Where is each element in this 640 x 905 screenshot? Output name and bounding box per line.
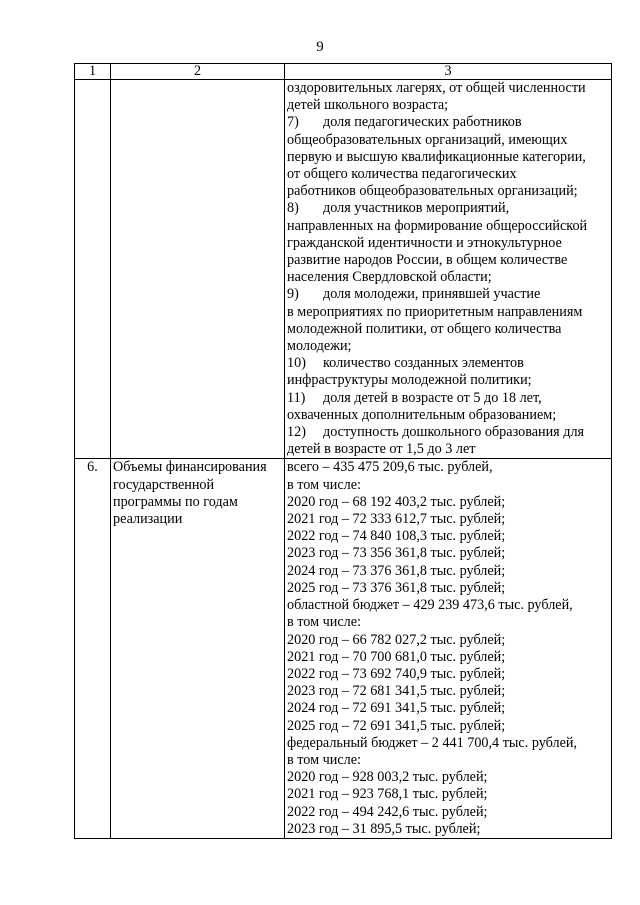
indicator-text: молодежи; (287, 338, 352, 355)
financing-line: федеральный бюджет – 2 441 700,4 тыс. рублей, (287, 734, 578, 751)
indicator-line (287, 269, 609, 286)
indicator-text: работников общеобразовательных организаций; (287, 183, 578, 200)
indicator-text: развитие народов России, в общем количестве (287, 252, 568, 269)
indicator-text: оздоровительных лагерях, от общей численности (287, 80, 586, 96)
indicator-line (287, 166, 609, 183)
indicator-line (287, 321, 609, 338)
financing-line: 2023 год – 72 681 341,5 тыс. рублей; (287, 683, 506, 700)
financing-line: 2022 год – 73 692 740,9 тыс. рублей; (287, 665, 506, 682)
financing-line: 2020 год – 928 003,2 тыс. рублей; (287, 769, 488, 786)
indicator-text: молодежной политики, от общего количества (287, 320, 562, 337)
financing-line: в том числе: (287, 476, 361, 493)
indicator-line (287, 338, 609, 355)
indicator-number: 9) (287, 286, 299, 303)
indicator-number: 12) (287, 424, 306, 441)
column-header-1: 1 (75, 64, 111, 80)
indicator-line (287, 441, 609, 458)
indicator-text: гражданской идентичности и этнокультурное (287, 234, 562, 251)
indicator-line (287, 183, 609, 200)
financing-line: 2024 год – 72 691 341,5 тыс. рублей; (287, 700, 506, 717)
indicator-number: 7) (287, 114, 299, 131)
indicator-text: от общего количества педагогических (287, 166, 517, 183)
indicator-line (287, 390, 609, 407)
row-number-cell (75, 80, 111, 459)
indicator-number: 11) (287, 389, 306, 406)
indicator-text: в мероприятиях по приоритетным направлениям (287, 303, 583, 320)
financing-line: 2022 год – 74 840 108,3 тыс. рублей; (287, 528, 506, 545)
indicator-line (287, 132, 609, 149)
indicator-line (287, 355, 609, 372)
financing-line: 2022 год – 494 242,6 тыс. рублей; (287, 803, 488, 820)
row-name-line: программы по годам (113, 493, 238, 510)
program-passport-table (74, 63, 612, 839)
indicator-number: 8) (287, 200, 299, 217)
indicator-line (287, 424, 609, 441)
indicator-line (287, 372, 609, 389)
indicators-cell (285, 80, 612, 459)
indicator-line (287, 80, 609, 97)
indicator-line (287, 252, 609, 269)
financing-line: 2025 год – 73 376 361,8 тыс. рублей; (287, 579, 506, 596)
indicator-text: населения Свердловской области; (287, 269, 492, 286)
indicator-text: доля молодежи, принявшей участие (323, 286, 541, 303)
indicator-number: 10) (287, 355, 306, 372)
financing-line: 2021 год – 72 333 612,7 тыс. рублей; (287, 511, 506, 528)
row-number-cell: 6. (75, 459, 111, 838)
page-number: 9 (316, 39, 324, 55)
table-row-financing (75, 459, 612, 838)
indicator-text: доступность дошкольного образования для (323, 424, 585, 441)
financing-cell (285, 459, 612, 838)
indicator-text: доля педагогических работников (323, 114, 522, 131)
indicator-line (287, 114, 609, 131)
table-row-indicators (75, 80, 612, 459)
column-header-2: 2 (111, 64, 285, 80)
indicator-text: доля участников мероприятий, (323, 200, 510, 217)
indicator-line (287, 407, 609, 424)
financing-line: областной бюджет – 429 239 473,6 тыс. рублей, (287, 597, 573, 614)
financing-line: 2024 год – 73 376 361,8 тыс. рублей; (287, 562, 506, 579)
indicator-line (287, 235, 609, 252)
indicator-text: количество созданных элементов (323, 355, 524, 372)
row-name-cell (111, 459, 285, 838)
financing-line: 2020 год – 66 782 027,2 тыс. рублей; (287, 631, 506, 648)
financing-line: 2023 год – 73 356 361,8 тыс. рублей; (287, 545, 506, 562)
indicator-text: доля детей в возрасте от 5 до 18 лет, (323, 389, 542, 406)
row-name-line: государственной (113, 476, 215, 493)
indicator-text: общеобразовательных организаций, имеющих (287, 131, 568, 148)
indicator-line (287, 286, 609, 303)
indicator-text: первую и высшую квалификационные категории, (287, 148, 586, 165)
indicator-text: направленных на формирование общероссийской (287, 217, 588, 234)
indicator-text: детей в возрасте от 1,5 до 3 лет (287, 441, 476, 458)
financing-line: 2021 год – 923 768,1 тыс. рублей; (287, 786, 488, 803)
column-header-3: 3 (285, 64, 612, 80)
indicator-text: охваченных дополнительным образованием; (287, 406, 557, 423)
row-name-line: реализации (113, 511, 183, 528)
financing-line: в том числе: (287, 614, 361, 631)
row-name-cell (111, 80, 285, 459)
indicator-line (287, 97, 609, 114)
indicator-line (287, 304, 609, 321)
indicator-line (287, 149, 609, 166)
indicator-line (287, 218, 609, 235)
financing-line: в том числе: (287, 751, 361, 768)
financing-line: 2021 год – 70 700 681,0 тыс. рублей; (287, 648, 506, 665)
row-name-line: Объемы финансирования (113, 459, 267, 476)
table-header-row (75, 64, 612, 80)
indicator-text: инфраструктуры молодежной политики; (287, 372, 532, 389)
financing-line: всего – 435 475 209,6 тыс. рублей, (287, 459, 493, 476)
indicator-text: детей школьного возраста; (287, 97, 449, 114)
financing-line: 2020 год – 68 192 403,2 тыс. рублей; (287, 493, 506, 510)
financing-line: 2025 год – 72 691 341,5 тыс. рублей; (287, 717, 506, 734)
financing-line: 2023 год – 31 895,5 тыс. рублей; (287, 820, 481, 837)
indicator-line (287, 200, 609, 217)
